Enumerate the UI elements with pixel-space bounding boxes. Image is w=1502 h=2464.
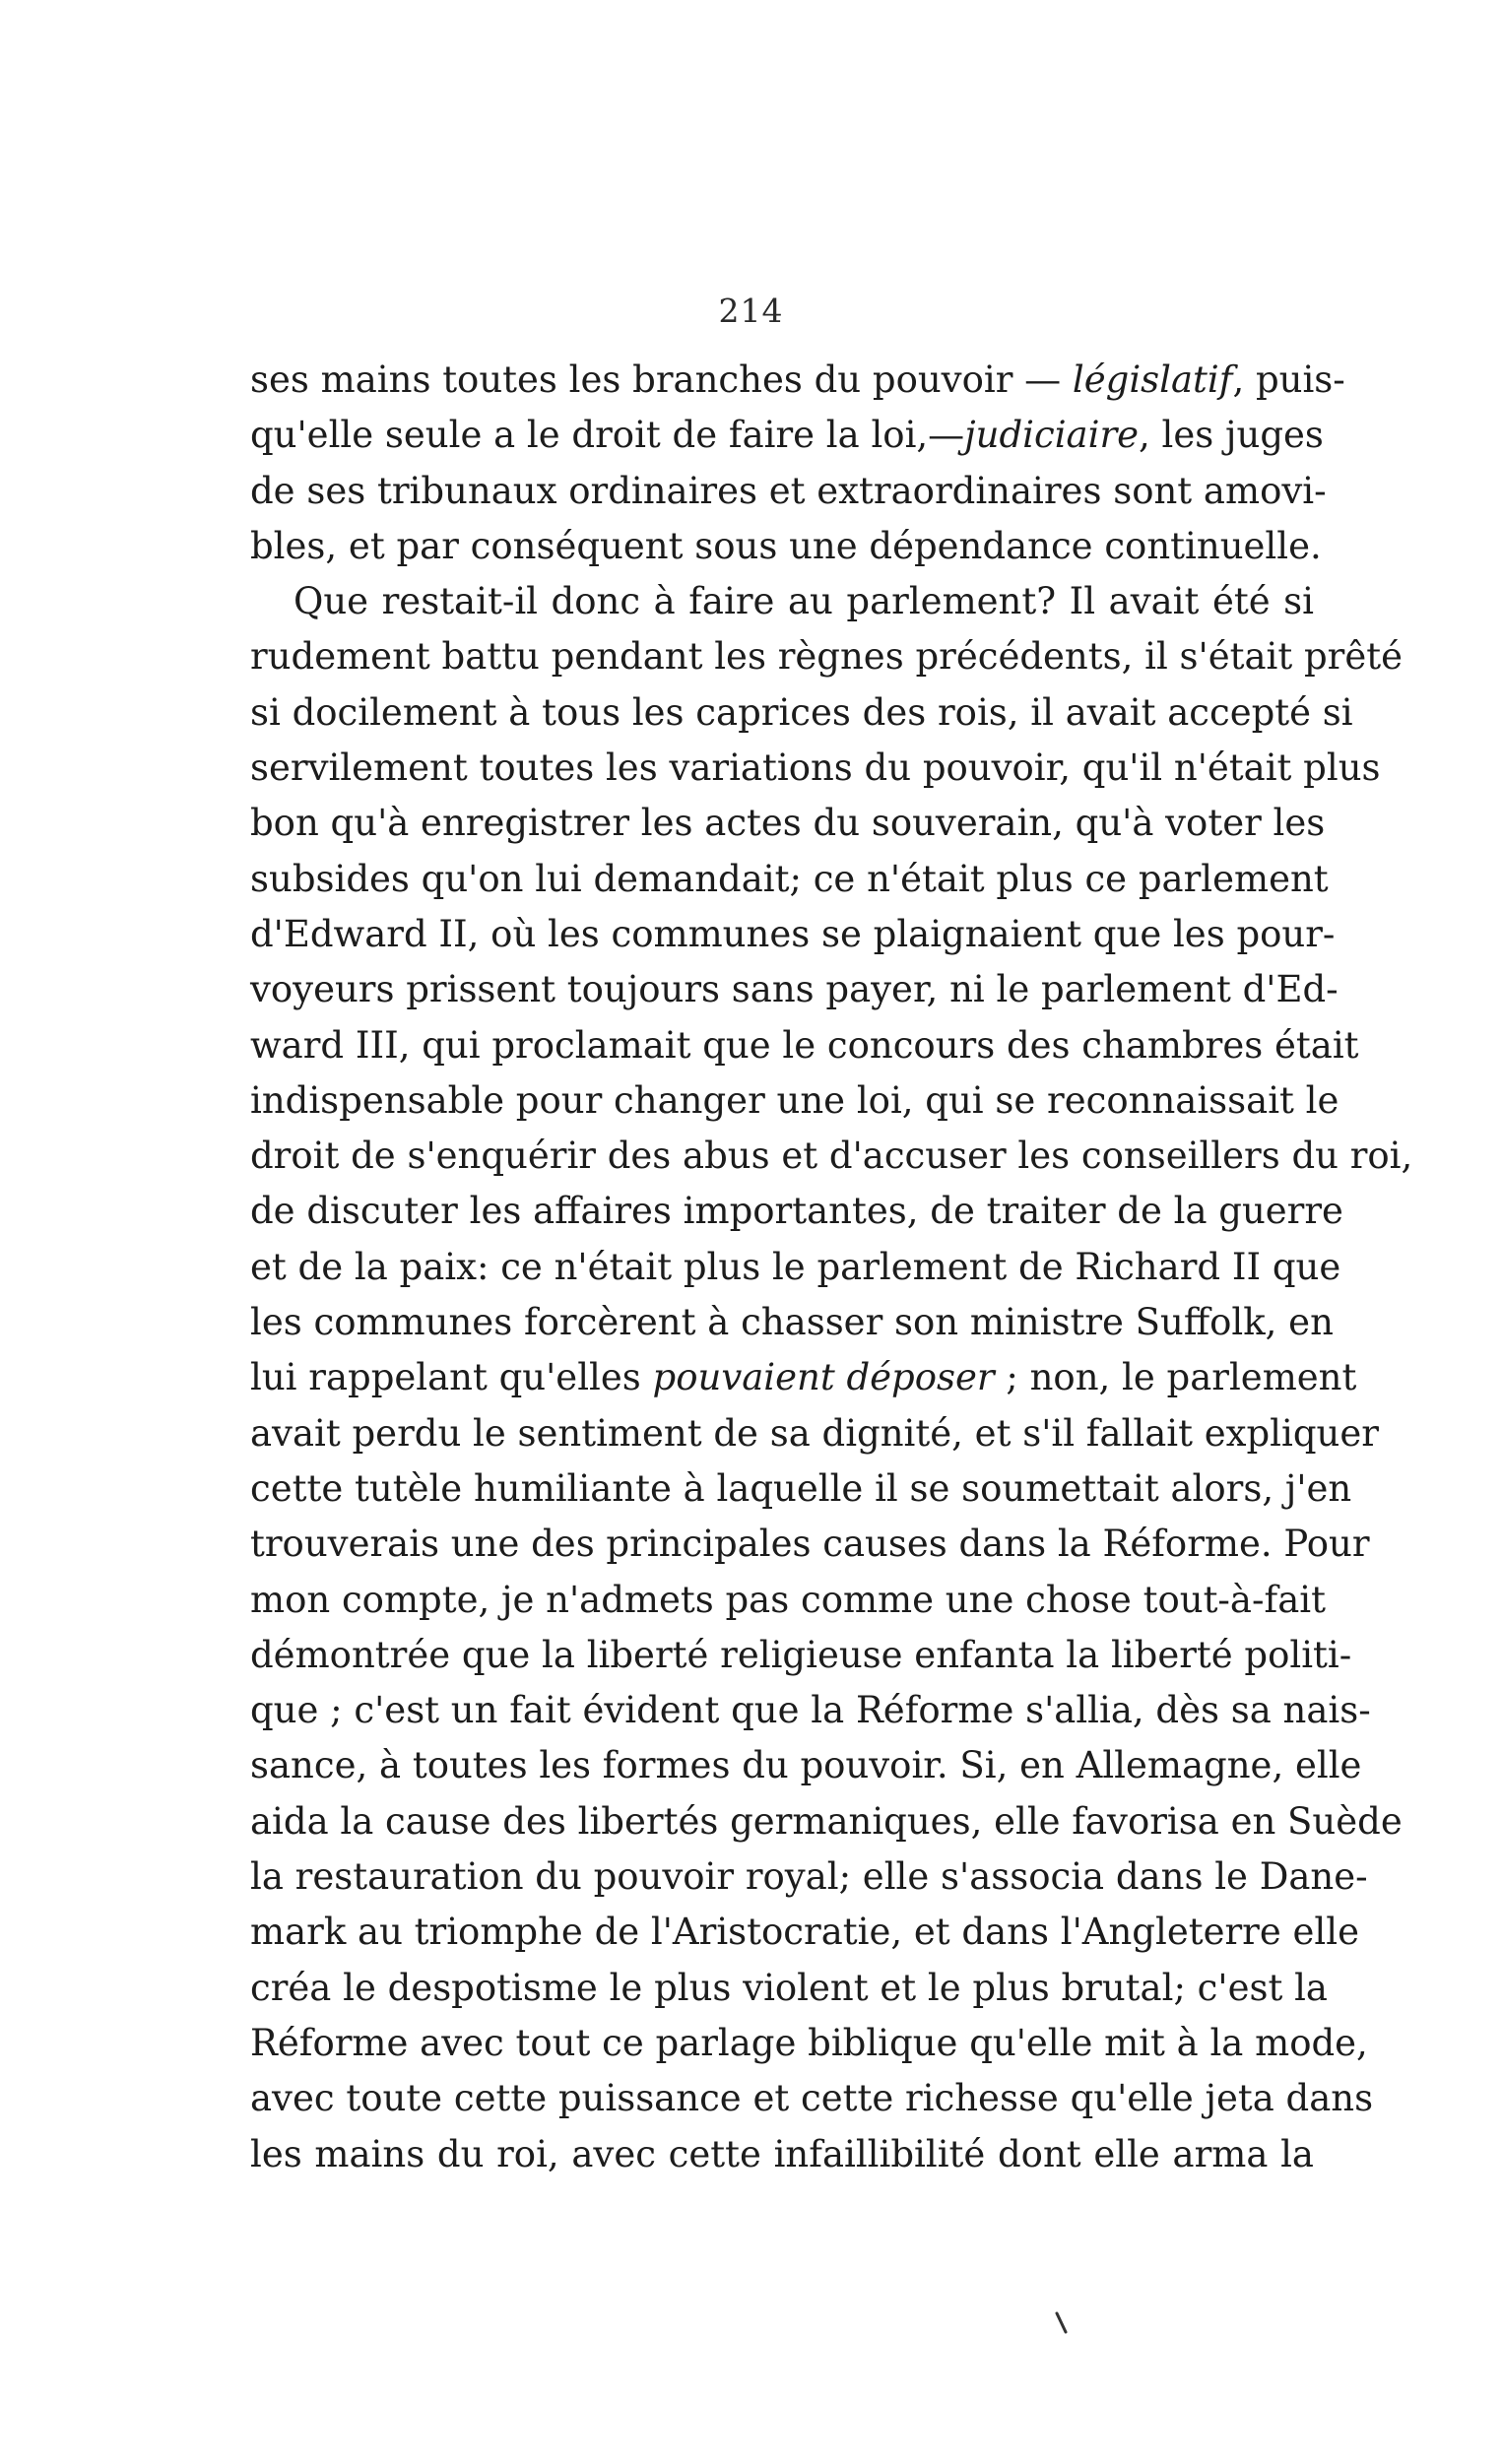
text-line: servilement toutes les variations du pouvoir, qu'il n'était plus — [250, 746, 1381, 790]
italic-term-pouvaient-deposer: pouvaient déposer — [652, 1356, 995, 1399]
text-line: avec toute cette puissance et cette richesse qu'elle jeta dans — [250, 2077, 1374, 2120]
text-line: la restauration du pouvoir royal; elle s'associa dans le Dane- — [250, 1855, 1368, 1899]
text-line: bles, et par conséquent sous une dépendance continuelle. — [250, 524, 1322, 567]
text-line: bon qu'à enregistrer les actes du souverain, qu'à voter les — [250, 802, 1326, 845]
text-line: si docilement à tous les caprices des rois, il avait accepté si — [250, 690, 1353, 734]
page-number: 214 — [718, 292, 784, 330]
text-run: ; non, le parlement — [994, 1356, 1357, 1399]
text-line: trouverais une des principales causes dans la Réforme. Pour — [250, 1523, 1370, 1566]
body-text — [250, 353, 1413, 2182]
text-line: aida la cause des libertés germaniques, elle favorisa en Suède — [250, 1799, 1403, 1843]
text-line: démontrée que la liberté religieuse enfanta la liberté politi- — [250, 1633, 1352, 1676]
text-line: indispensable pour changer une loi, qui se reconnaissait le — [250, 1078, 1339, 1122]
text-run: , puis- — [1232, 358, 1345, 401]
text-run: qu'elle seule a le droit de faire la loi,— — [250, 414, 965, 457]
text-line: avait perdu le sentiment de sa dignité, et s'il fallait expliquer — [250, 1411, 1379, 1455]
text-line — [250, 1350, 1357, 1405]
text-line: de ses tribunaux ordinaires et extraordinaires sont amovi- — [250, 469, 1327, 512]
text-line: droit de s'enquérir des abus et d'accuser les conseillers du roi, — [250, 1135, 1413, 1178]
text-line: d'Edward II, où les communes se plaignaient que les pour- — [250, 912, 1336, 955]
text-line — [250, 408, 1324, 463]
text-line: voyeurs prissent toujours sans payer, ni le parlement d'Ed- — [250, 968, 1339, 1011]
italic-term-legislatif: législatif — [1072, 358, 1233, 401]
text-line: de discuter les affaires importantes, de traiter de la guerre — [250, 1190, 1343, 1233]
text-line: sance, à toutes les formes du pouvoir. Si, en Allemagne, elle — [250, 1744, 1362, 1787]
text-line: les communes forcèrent à chasser son ministre Suffolk, en — [250, 1301, 1334, 1344]
text-run: , les juges — [1139, 414, 1324, 457]
text-run: ses mains toutes les branches du pouvoir — — [250, 358, 1073, 401]
italic-term-judiciaire: judiciaire — [964, 414, 1140, 457]
text-line: que ; c'est un fait évident que la Réforme s'allia, dès sa nais- — [250, 1689, 1371, 1732]
text-line: Réforme avec tout ce parlage biblique qu'elle mit à la mode, — [250, 2021, 1368, 2064]
text-line: créa le despotisme le plus violent et le plus brutal; c'est la — [250, 1966, 1328, 2009]
text-line: les mains du roi, avec cette infaillibilité dont elle arma la — [250, 2132, 1314, 2175]
text-line — [250, 353, 1345, 408]
text-line: et de la paix: ce n'était plus le parlement de Richard II que — [250, 1245, 1341, 1288]
text-line: ward III, qui proclamait que le concours des chambres était — [250, 1023, 1359, 1067]
text-run: lui rappelant qu'elles — [250, 1356, 653, 1399]
text-line: subsides qu'on lui demandait; ce n'était plus ce parlement — [250, 857, 1329, 900]
text-line: rudement battu pendant les règnes précédents, il s'était prêté — [250, 635, 1404, 679]
text-line: cette tutèle humiliante à laquelle il se soumettait alors, j'en — [250, 1466, 1352, 1510]
text-line: mon compte, je n'admets pas comme une chose tout-à-fait — [250, 1578, 1326, 1621]
text-line: mark au triomphe de l'Aristocratie, et dans l'Angleterre elle — [250, 1911, 1359, 1954]
paragraph-start-line: Que restait-il donc à faire au parlement? Il avait été si — [294, 580, 1314, 623]
ink-mark — [1054, 2310, 1074, 2340]
